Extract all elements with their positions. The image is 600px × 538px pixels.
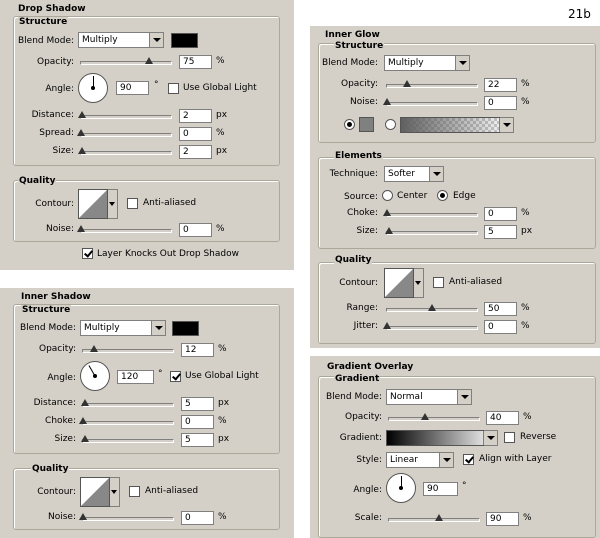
- quality-title: Quality: [335, 255, 372, 265]
- slider-thumb[interactable]: [403, 80, 411, 87]
- px-unit: px: [521, 226, 533, 236]
- distance-input[interactable]: [179, 109, 212, 123]
- slider-thumb[interactable]: [79, 417, 87, 424]
- spread-label: Spread:: [39, 128, 74, 138]
- opacity-label: Opacity:: [39, 344, 76, 354]
- percent-unit: %: [218, 344, 227, 354]
- slider-thumb[interactable]: [78, 111, 86, 118]
- contour-label: Contour:: [35, 199, 74, 209]
- opacity-input[interactable]: [486, 411, 519, 425]
- blend-mode-label: Blend Mode:: [325, 392, 382, 402]
- blend-mode-select[interactable]: [78, 32, 164, 48]
- figure-label: 21b: [568, 7, 591, 21]
- slider-thumb[interactable]: [385, 227, 393, 234]
- percent-unit: %: [521, 303, 530, 313]
- size-label: Size:: [52, 146, 74, 156]
- gradient-dropdown[interactable]: [500, 117, 514, 133]
- angle-value: 90: [120, 83, 132, 93]
- anti-aliased-label: Anti-aliased: [145, 486, 199, 496]
- percent-unit: %: [216, 56, 225, 66]
- glow-color-swatch[interactable]: [359, 117, 374, 132]
- size-label: Size:: [356, 226, 378, 236]
- distance-label: Distance:: [33, 398, 76, 408]
- use-global-light-label: Use Global Light: [183, 83, 257, 93]
- blend-mode-value: Multiply: [84, 323, 120, 333]
- anti-aliased-label: Anti-aliased: [449, 277, 503, 287]
- opacity-slider[interactable]: [82, 349, 174, 353]
- jitter-value: 0: [488, 322, 494, 332]
- choke-input[interactable]: [484, 207, 517, 221]
- degree-unit: °: [462, 481, 467, 491]
- distance-slider[interactable]: [82, 403, 174, 407]
- quality-title: Quality: [32, 464, 69, 474]
- choke-value: 0: [185, 417, 191, 427]
- chevron-down-icon: [149, 33, 163, 47]
- angle-dial[interactable]: [80, 361, 110, 391]
- opacity-input[interactable]: [179, 55, 212, 69]
- spread-input[interactable]: [179, 127, 212, 141]
- spread-value: 0: [183, 129, 189, 139]
- chevron-down-icon: [439, 453, 453, 467]
- size-value: 2: [183, 147, 189, 157]
- anti-aliased-checkbox[interactable]: [129, 486, 140, 497]
- panel-title: Inner Shadow: [21, 292, 91, 302]
- contour-picker[interactable]: [384, 268, 414, 298]
- percent-unit: %: [218, 416, 227, 426]
- noise-value: 0: [488, 98, 494, 108]
- size-value: 5: [185, 435, 191, 445]
- contour-label: Contour:: [339, 278, 378, 288]
- opacity-value: 22: [488, 80, 500, 90]
- inner-glow-panel: [310, 26, 600, 348]
- angle-label: Angle:: [45, 84, 74, 94]
- angle-label: Angle:: [47, 373, 76, 383]
- layer-knocks-out-label: Layer Knocks Out Drop Shadow: [97, 249, 239, 259]
- scale-input[interactable]: [486, 512, 519, 526]
- chevron-down-icon: [455, 56, 469, 70]
- gradient-picker[interactable]: [386, 430, 498, 446]
- size-input[interactable]: [181, 433, 214, 447]
- slider-thumb[interactable]: [81, 435, 89, 442]
- noise-label: Noise:: [350, 97, 378, 107]
- gradient-fill: [401, 118, 511, 132]
- percent-unit: %: [521, 79, 530, 89]
- scale-label: Scale:: [354, 513, 382, 523]
- angle-input[interactable]: [116, 81, 149, 95]
- px-unit: px: [218, 434, 230, 444]
- dial-center: [91, 86, 95, 90]
- chevron-down-icon[interactable]: [414, 268, 424, 298]
- noise-slider[interactable]: [386, 102, 478, 106]
- inner-shadow-panel: [0, 288, 294, 538]
- slider-thumb[interactable]: [90, 345, 98, 352]
- percent-unit: %: [216, 224, 225, 234]
- anti-aliased-checkbox[interactable]: [127, 198, 138, 209]
- size-slider[interactable]: [386, 231, 478, 235]
- angle-label: Angle:: [353, 485, 382, 495]
- slider-thumb[interactable]: [77, 225, 85, 232]
- solid-color-radio[interactable]: [344, 119, 355, 130]
- opacity-label: Opacity:: [345, 412, 382, 422]
- source-edge-label: Edge: [453, 191, 476, 201]
- noise-slider[interactable]: [82, 517, 174, 521]
- percent-unit: %: [218, 512, 227, 522]
- opacity-input[interactable]: [181, 343, 214, 357]
- dial-center: [399, 486, 403, 490]
- technique-value: Softer: [388, 169, 415, 179]
- slider-thumb[interactable]: [78, 147, 86, 154]
- chevron-down-icon[interactable]: [110, 477, 120, 507]
- slider-thumb[interactable]: [435, 514, 443, 521]
- slider-thumb[interactable]: [383, 209, 391, 216]
- opacity-slider[interactable]: [80, 61, 172, 65]
- contour-curve-icon: [79, 190, 107, 218]
- slider-thumb[interactable]: [79, 513, 87, 520]
- noise-input[interactable]: [179, 223, 212, 237]
- size-slider[interactable]: [82, 439, 174, 443]
- size-label: Size:: [54, 434, 76, 444]
- slider-thumb[interactable]: [77, 129, 85, 136]
- choke-value: 0: [488, 209, 494, 219]
- angle-dial[interactable]: [78, 73, 108, 103]
- jitter-slider[interactable]: [386, 326, 478, 330]
- shadow-color-swatch[interactable]: [171, 33, 198, 48]
- noise-input[interactable]: [181, 511, 214, 525]
- px-unit: px: [216, 146, 228, 156]
- percent-unit: %: [523, 513, 532, 523]
- scale-value: 90: [490, 514, 502, 524]
- opacity-label: Opacity:: [341, 79, 378, 89]
- degree-unit: °: [154, 80, 159, 90]
- distance-input[interactable]: [181, 397, 214, 411]
- size-input[interactable]: [179, 145, 212, 159]
- elements-title: Elements: [335, 151, 382, 161]
- blend-mode-select[interactable]: [80, 320, 166, 336]
- contour-picker[interactable]: [78, 189, 108, 219]
- choke-label: Choke:: [347, 208, 378, 218]
- chevron-down-icon[interactable]: [108, 189, 118, 219]
- align-with-layer-checkbox[interactable]: [463, 454, 474, 465]
- align-with-layer-label: Align with Layer: [479, 454, 552, 464]
- shadow-color-swatch[interactable]: [172, 321, 199, 336]
- dial-center: [93, 374, 97, 378]
- structure-title: Structure: [335, 41, 384, 51]
- contour-curve-icon: [81, 478, 109, 506]
- quality-title: Quality: [19, 176, 56, 186]
- scale-slider[interactable]: [388, 518, 480, 522]
- chevron-down-icon: [429, 167, 443, 181]
- angle-dial[interactable]: [386, 473, 416, 503]
- px-unit: px: [216, 110, 228, 120]
- drop-shadow-panel: [0, 0, 294, 270]
- source-center-label: Center: [397, 191, 428, 201]
- anti-aliased-label: Anti-aliased: [143, 198, 197, 208]
- percent-unit: %: [521, 321, 530, 331]
- noise-slider[interactable]: [80, 229, 172, 233]
- reverse-label: Reverse: [520, 432, 557, 442]
- opacity-slider[interactable]: [388, 417, 480, 421]
- noise-input[interactable]: [484, 96, 517, 110]
- structure-title: Structure: [19, 17, 68, 27]
- chevron-down-icon: [499, 118, 513, 132]
- opacity-value: 75: [183, 57, 195, 67]
- style-select[interactable]: [386, 452, 454, 468]
- slider-thumb[interactable]: [145, 57, 153, 64]
- source-center-radio[interactable]: [382, 190, 393, 201]
- style-label: Style:: [356, 455, 382, 465]
- spread-slider[interactable]: [80, 133, 172, 137]
- slider-thumb[interactable]: [383, 98, 391, 105]
- chevron-down-icon: [457, 390, 471, 404]
- anti-aliased-checkbox[interactable]: [433, 277, 444, 288]
- noise-label: Noise:: [48, 512, 76, 522]
- technique-label: Technique:: [329, 169, 378, 179]
- percent-unit: %: [521, 208, 530, 218]
- structure-title: Structure: [22, 305, 71, 315]
- blend-mode-label: Blend Mode:: [19, 323, 76, 333]
- use-global-light-checkbox[interactable]: [170, 371, 181, 382]
- angle-input[interactable]: [117, 370, 154, 384]
- range-label: Range:: [346, 303, 378, 313]
- source-edge-radio[interactable]: [437, 190, 448, 201]
- degree-unit: °: [158, 369, 163, 379]
- opacity-input[interactable]: [484, 78, 517, 92]
- gradient-title: Gradient: [335, 374, 380, 384]
- angle-value: 90: [427, 484, 439, 494]
- use-global-light-label: Use Global Light: [185, 371, 259, 381]
- chevron-down-icon: [151, 321, 165, 335]
- blend-mode-label: Blend Mode:: [321, 58, 378, 68]
- style-value: Linear: [390, 455, 418, 465]
- technique-select[interactable]: [384, 166, 444, 182]
- panel-title: Inner Glow: [325, 30, 380, 40]
- gradient-overlay-panel: [310, 356, 600, 538]
- percent-unit: %: [216, 128, 225, 138]
- noise-label: Noise:: [46, 224, 74, 234]
- gradient-label: Gradient:: [339, 433, 382, 443]
- distance-value: 2: [183, 111, 189, 121]
- opacity-value: 40: [490, 413, 502, 423]
- slider-thumb[interactable]: [421, 413, 429, 420]
- reverse-checkbox[interactable]: [504, 432, 515, 443]
- angle-value: 120: [121, 372, 139, 382]
- choke-label: Choke:: [45, 416, 76, 426]
- distance-label: Distance:: [31, 110, 74, 120]
- range-input[interactable]: [484, 302, 517, 316]
- opacity-value: 12: [185, 345, 197, 355]
- noise-value: 0: [183, 225, 189, 235]
- source-label: Source:: [344, 192, 378, 202]
- chevron-down-icon: [483, 431, 497, 445]
- glow-gradient-picker[interactable]: [400, 117, 512, 133]
- size-value: 5: [488, 227, 494, 237]
- percent-unit: %: [521, 97, 530, 107]
- contour-curve-icon: [385, 269, 413, 297]
- choke-slider[interactable]: [386, 213, 478, 217]
- jitter-label: Jitter:: [353, 321, 378, 331]
- blend-mode-select[interactable]: [386, 389, 472, 405]
- noise-value: 0: [185, 513, 191, 523]
- layer-knocks-out-checkbox[interactable]: [82, 248, 93, 259]
- distance-value: 5: [185, 399, 191, 409]
- angle-input[interactable]: [423, 482, 458, 496]
- px-unit: px: [218, 398, 230, 408]
- contour-picker[interactable]: [80, 477, 110, 507]
- blend-mode-value: Normal: [390, 392, 423, 402]
- use-global-light-checkbox[interactable]: [168, 83, 179, 94]
- slider-thumb[interactable]: [81, 399, 89, 406]
- opacity-slider[interactable]: [386, 84, 478, 88]
- choke-input[interactable]: [181, 415, 214, 429]
- distance-slider[interactable]: [80, 115, 172, 119]
- blend-mode-value: Multiply: [388, 58, 424, 68]
- gradient-dropdown[interactable]: [484, 430, 498, 446]
- slider-thumb[interactable]: [383, 322, 391, 329]
- blend-mode-select[interactable]: [384, 55, 470, 71]
- choke-slider[interactable]: [82, 421, 174, 425]
- blend-mode-label: Blend Mode:: [18, 36, 75, 46]
- slider-thumb[interactable]: [428, 304, 436, 311]
- contour-label: Contour:: [37, 487, 76, 497]
- jitter-input[interactable]: [484, 320, 517, 334]
- size-input[interactable]: [484, 225, 517, 239]
- percent-unit: %: [523, 412, 532, 422]
- panel-title: Gradient Overlay: [327, 362, 414, 372]
- opacity-label: Opacity:: [37, 57, 74, 67]
- blend-mode-value: Multiply: [82, 35, 118, 45]
- size-slider[interactable]: [80, 151, 172, 155]
- panel-title: Drop Shadow: [18, 4, 86, 14]
- range-slider[interactable]: [386, 308, 478, 312]
- range-value: 50: [488, 304, 500, 314]
- gradient-radio[interactable]: [385, 119, 396, 130]
